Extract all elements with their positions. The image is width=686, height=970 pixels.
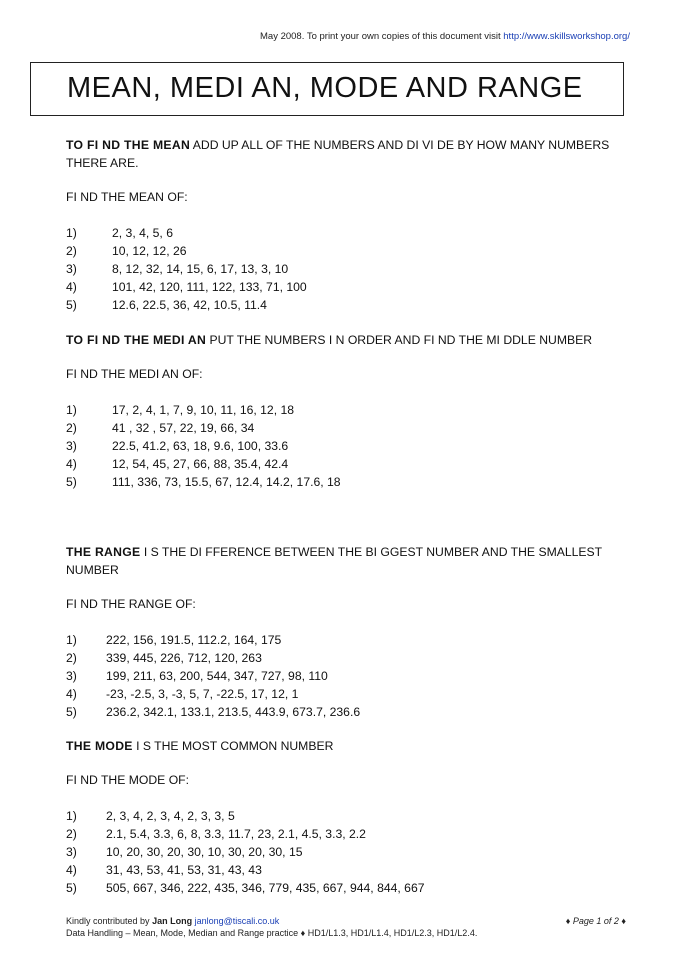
- question-values: 10, 12, 12, 26: [112, 244, 187, 258]
- page-title: MEAN, MEDI AN, MODE AND RANGE: [67, 72, 583, 104]
- question-item: [66, 473, 626, 491]
- section-heading: TO FI ND THE MEDI AN: [66, 333, 207, 347]
- question-item: [66, 667, 626, 685]
- footer-description: Data Handling – Mean, Mode, Median and Range practice ♦ HD1/L1.3, HD1/L1.4, HD1/L2.3, HD1/L2.4.: [66, 927, 478, 938]
- question-values: 2, 3, 4, 2, 3, 4, 2, 3, 3, 5: [106, 809, 235, 823]
- question-values: 12, 54, 45, 27, 66, 88, 35.4, 42.4: [112, 457, 289, 471]
- question-item: [66, 455, 626, 473]
- question-number: 3): [66, 845, 77, 859]
- question-number: 2): [66, 651, 77, 665]
- question-item: [66, 401, 626, 419]
- footer-credit: Kindly contributed by Jan Long janlong@tiscali.co.uk: [66, 916, 280, 926]
- question-item: [66, 260, 626, 278]
- section-text: I S THE DI FFERENCE BETWEEN THE BI GGEST NUMBER AND THE SMALLEST NUMBER: [66, 545, 602, 577]
- section-intro: [66, 331, 626, 349]
- section-intro: [66, 136, 626, 172]
- question-number: 4): [66, 280, 77, 294]
- question-item: [66, 437, 626, 455]
- author-email-link[interactable]: janlong@tiscali.co.uk: [194, 916, 280, 926]
- question-values: 236.2, 342.1, 133.1, 213.5, 443.9, 673.7, 236.6: [106, 705, 361, 719]
- question-number: 5): [66, 298, 77, 312]
- question-values: 505, 667, 346, 222, 435, 346, 779, 435, 667, 944, 844, 667: [106, 881, 425, 895]
- section-prompt: FI ND THE MEAN OF:: [66, 190, 188, 204]
- question-item: [66, 419, 626, 437]
- question-item: [66, 631, 626, 649]
- question-values: 12.6, 22.5, 36, 42, 10.5, 11.4: [112, 298, 267, 312]
- mode-section: [66, 737, 626, 897]
- section-prompt: FI ND THE MEDI AN OF:: [66, 367, 203, 381]
- question-values: 17, 2, 4, 1, 7, 9, 10, 11, 16, 12, 18: [112, 403, 295, 417]
- question-number: 1): [66, 809, 77, 823]
- question-number: 2): [66, 827, 77, 841]
- question-values: -23, -2.5, 3, -3, 5, 7, -22.5, 17, 12, 1: [106, 687, 299, 701]
- section-prompt: FI ND THE RANGE OF:: [66, 597, 196, 611]
- section-prompt: FI ND THE MODE OF:: [66, 773, 190, 787]
- question-values: 101, 42, 120, 111, 122, 133, 71, 100: [112, 280, 307, 294]
- page-indicator: ♦ Page 1 of 2 ♦: [565, 916, 626, 926]
- title-box: [30, 62, 624, 116]
- question-item: [66, 807, 626, 825]
- median-section: [66, 331, 626, 491]
- question-list: [66, 631, 626, 721]
- question-number: 4): [66, 687, 77, 701]
- question-item: [66, 649, 626, 667]
- mean-section: [66, 136, 626, 314]
- header-note: May 2008. To print your own copies of this document visit http://www.skillsworkshop.org/: [260, 31, 630, 42]
- question-item: [66, 242, 626, 260]
- question-number: 5): [66, 475, 77, 489]
- question-number: 3): [66, 669, 77, 683]
- website-link[interactable]: http://www.skillsworkshop.org/: [503, 31, 630, 42]
- question-number: 2): [66, 244, 77, 258]
- question-item: [66, 879, 626, 897]
- question-number: 5): [66, 881, 77, 895]
- question-number: 1): [66, 403, 77, 417]
- range-section: [66, 543, 626, 721]
- question-list: [66, 224, 626, 314]
- section-heading: TO FI ND THE MEAN: [66, 138, 191, 152]
- question-number: 1): [66, 226, 77, 240]
- question-item: [66, 278, 626, 296]
- question-item: [66, 224, 626, 242]
- question-values: 8, 12, 32, 14, 15, 6, 17, 13, 3, 10: [112, 262, 289, 276]
- footer: [66, 916, 626, 939]
- question-values: 31, 43, 53, 41, 53, 31, 43, 43: [106, 863, 262, 877]
- question-number: 4): [66, 457, 77, 471]
- section-heading: THE MODE: [66, 739, 133, 753]
- question-item: [66, 861, 626, 879]
- question-values: 22.5, 41.2, 63, 18, 9.6, 100, 33.6: [112, 439, 289, 453]
- question-number: 3): [66, 439, 77, 453]
- question-values: 10, 20, 30, 20, 30, 10, 30, 20, 30, 15: [106, 845, 303, 859]
- question-number: 4): [66, 863, 77, 877]
- section-heading: THE RANGE: [66, 545, 141, 559]
- section-intro: [66, 737, 626, 755]
- question-number: 2): [66, 421, 77, 435]
- question-values: 222, 156, 191.5, 112.2, 164, 175: [106, 633, 282, 647]
- question-values: 339, 445, 226, 712, 120, 263: [106, 651, 262, 665]
- question-number: 1): [66, 633, 77, 647]
- question-item: [66, 825, 626, 843]
- question-item: [66, 296, 626, 314]
- question-list: [66, 807, 626, 897]
- question-list: [66, 401, 626, 491]
- question-values: 199, 211, 63, 200, 544, 347, 727, 98, 110: [106, 669, 328, 683]
- question-number: 3): [66, 262, 77, 276]
- section-text: ADD UP ALL OF THE NUMBERS AND DI VI DE BY HOW MANY NUMBERS THERE ARE.: [66, 138, 610, 170]
- question-item: [66, 843, 626, 861]
- question-number: 5): [66, 705, 77, 719]
- question-values: 111, 336, 73, 15.5, 67, 12.4, 14.2, 17.6, 18: [112, 475, 341, 489]
- section-text: I S THE MOST COMMON NUMBER: [132, 739, 334, 753]
- section-text: PUT THE NUMBERS I N ORDER AND FI ND THE MI DDLE NUMBER: [206, 333, 593, 347]
- author-name: Jan Long: [152, 916, 193, 926]
- question-values: 2.1, 5.4, 3.3, 6, 8, 3.3, 11.7, 23, 2.1, 4.5, 3.3, 2.2: [106, 827, 366, 841]
- question-values: 2, 3, 4, 5, 6: [112, 226, 173, 240]
- question-item: [66, 685, 626, 703]
- section-intro: [66, 543, 626, 579]
- question-item: [66, 703, 626, 721]
- question-values: 41 , 32 , 57, 22, 19, 66, 34: [112, 421, 255, 435]
